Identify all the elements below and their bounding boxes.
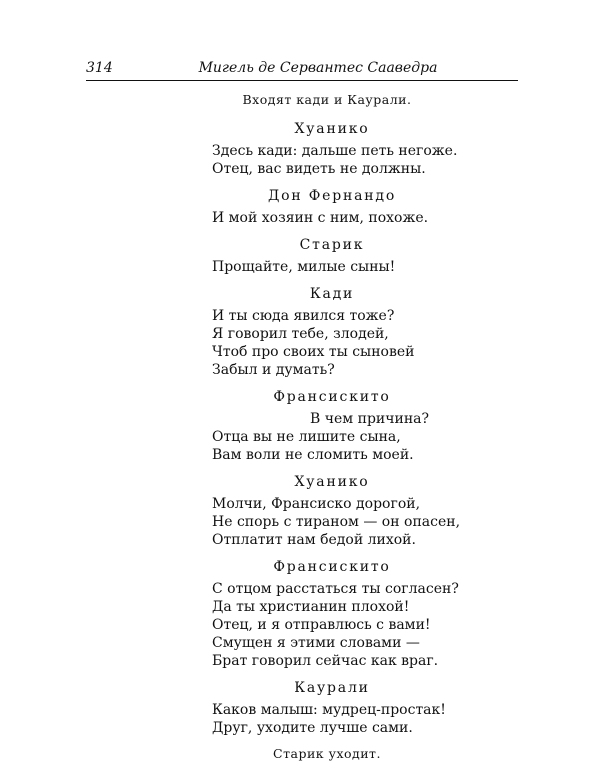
verse-line: Каков малыш: мудрец-простак!: [212, 702, 446, 718]
speaker-name: Франсискито: [273, 559, 391, 575]
play-text: [212, 91, 461, 763]
speech-block: [212, 235, 452, 276]
verse-line: Отца вы не лишите сына,: [212, 429, 401, 445]
verse-line: Здесь кади: дальше петь негоже.: [212, 143, 458, 159]
verse-line: Молчи, Франсиско дорогой,: [212, 496, 421, 512]
speech-block: [212, 284, 452, 379]
header-rule: [86, 80, 518, 81]
speaker-name: Хуанико: [294, 121, 370, 137]
verse-line: И ты сюда явился тоже?: [212, 308, 395, 324]
verse-line: Смущен я этими словами —: [212, 635, 420, 651]
verse-line: Брат говорил сейчас как враг.: [212, 653, 439, 669]
verse-line: Чтоб про своих ты сыновей: [212, 344, 415, 360]
verse-line: Отец, вас видеть не должны.: [212, 161, 426, 177]
speech-block: [212, 557, 459, 670]
verse-line: Я говорил тебе, злодей,: [212, 326, 389, 342]
speaker-name: Кади: [309, 286, 355, 302]
speaker-name: Франсискито: [273, 389, 391, 405]
speech-block: [212, 186, 452, 227]
speaker-name: Каурали: [294, 680, 370, 696]
verse-line: Не спорь с тираном — он опасен,: [212, 514, 461, 530]
stage-direction-exit: Старик уходит.: [273, 746, 381, 761]
page-number: 314: [86, 60, 113, 76]
verse-line: С отцом расстаться ты согласен?: [212, 581, 459, 597]
verse-line: Забыл и думать?: [212, 362, 335, 378]
verse-line: Вам воли не сломить моей.: [212, 447, 414, 463]
verse-line: И мой хозяин с ним, похоже.: [212, 210, 429, 226]
running-head: Мигель де Сервантес Сааведра: [198, 60, 438, 76]
verse-line: Отец, и я отправлюсь с вами!: [212, 617, 431, 633]
verse-line: Друг, уходите лучше сами.: [212, 720, 413, 736]
speech-block: [212, 119, 458, 178]
speaker-name: Дон Фернандо: [267, 188, 397, 204]
speech-block: [212, 387, 452, 464]
page-header: [86, 60, 518, 80]
speech-block: [212, 472, 461, 549]
verse-line: В чем причина?: [310, 411, 430, 427]
stage-direction-entrance: Входят кади и Каурали.: [242, 92, 412, 107]
verse-line: Отплатит нам бедой лихой.: [212, 532, 416, 548]
verse-line: Да ты христианин плохой!: [212, 599, 410, 615]
speaker-name: Хуанико: [294, 474, 370, 490]
speech-block: [212, 678, 452, 737]
speaker-name: Старик: [299, 237, 365, 253]
verse-line: Прощайте, милые сыны!: [212, 259, 396, 275]
